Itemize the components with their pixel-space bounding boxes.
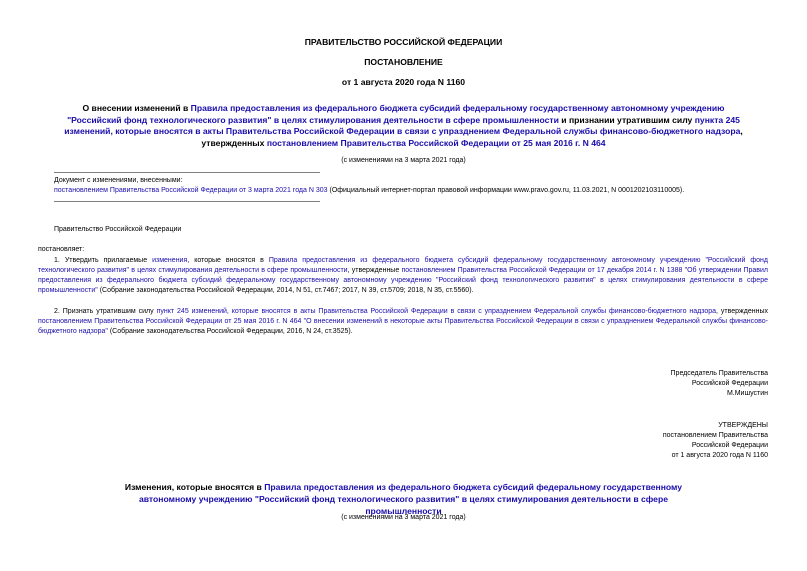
document-title (58, 103, 749, 149)
signature-name: М.Мишустин (726, 390, 768, 397)
item2-link-decree464[interactable]: постановлением Правительства Российской Федерации от 25 мая 2016 г. N 464 "О внесении изменений в некоторые акты Правительства Российской Федерации в связи с упразднением Федеральной службы финансово-бюджетного надзора" (38, 318, 768, 335)
item2-text-3: (Собрание законодательства Российской Федерации, 2016, N 24, ст.3525). (107, 328, 353, 335)
divider-bottom (54, 201, 320, 202)
approval-line-3: Российской Федерации (691, 442, 768, 449)
item1-text-3: , утвержденные (347, 267, 402, 274)
divider-top (54, 172, 320, 173)
item2-text-2: , утвержденных (716, 308, 768, 315)
section-link-rules[interactable]: Правила предоставления из федерального бюджета субсидий федеральному государственному автономному учреждению "Российский фонд технологического развития" в целях стимулирования деятельности в сфере промышленности (138, 482, 683, 516)
approval-title: УТВЕРЖДЕНЫ (718, 422, 768, 429)
changes-source: (Официальный интернет-портал правовой информации www.pravo.gov.ru, 11.03.2021, N 0001202103110005). (327, 187, 685, 194)
title-text-2: и признании утратившим силу (558, 114, 695, 125)
approval-line-4: от 1 августа 2020 года N 1160 (671, 452, 768, 459)
item1-text-2: , которые вносятся в (187, 257, 269, 264)
approval-block (560, 421, 768, 461)
changes-info (54, 186, 764, 196)
item1-text-4: (Собрание законодательства Российской Федерации, 2014, N 51, ст.7467; 2017, N 39, ст.5709; 2018, N 35, ст.5560). (97, 287, 474, 294)
item2-link-item245[interactable]: пункт 245 изменений, которые вносятся в акты Правительства Российской Федерации в связи с упразднением Федеральной службы финансово-бюджетного надзора (156, 308, 717, 315)
signature-position: Председатель Правительства (670, 370, 768, 377)
signature-org: Российской Федерации (691, 380, 768, 387)
section-heading (120, 481, 687, 517)
approval-line-2: постановлением Правительства (662, 432, 768, 439)
item1-link-decree1388[interactable]: постановлением Правительства Российской Федерации от 17 декабря 2014 г. N 1388 "Об утверждении Правил предоставления из федерального бюджета субсидий федеральному государственному автономному учреждению "Российский фонд технологического развития" в целях стимулирования деятельности в сфере промышленности" (38, 267, 768, 294)
document-type: ПОСТАНОВЛЕНИЕ (364, 57, 443, 67)
title-link-decree464[interactable]: постановлением Правительства Российской Федерации от 25 мая 2016 г. N 464 (266, 137, 606, 148)
title-text-1: О внесении изменений в (82, 103, 191, 113)
actor: Правительство Российской Федерации (54, 226, 182, 233)
signature-block (560, 369, 768, 399)
changes-link-decree303[interactable]: постановлением Правительства Российской Федерации от 3 марта 2021 года N 303 (54, 187, 328, 194)
decides: постановляет: (38, 246, 85, 253)
item1-link-rules[interactable]: Правила предоставления из федерального бюджета субсидий федеральному государственному автономному учреждению "Российский фонд технологического развития" в целях стимулирования деятельности в сфере промышленности (38, 257, 768, 274)
item1-link-changes[interactable]: изменения (152, 257, 188, 264)
section-amendment-note: (с изменениями на 3 марта 2021 года) (341, 514, 466, 521)
item2-text-1: 2. Признать утратившим силу (54, 308, 157, 315)
government-heading: ПРАВИТЕЛЬСТВО РОССИЙСКОЙ ФЕДЕРАЦИИ (304, 37, 503, 47)
section-text: Изменения, которые вносятся в (124, 482, 265, 492)
item1-text-1: 1. Утвердить прилагаемые (54, 257, 153, 264)
title-text-3: , утвержденных (201, 126, 743, 148)
item-1 (38, 256, 768, 296)
title-link-item245[interactable]: пункта 245 изменений, которые вносятся в акты Правительства Российской Федерации в связи с упразднением Федеральной службы финансово-бюджетного надзора (64, 114, 741, 136)
amendment-note: (с изменениями на 3 марта 2021 года) (341, 157, 466, 164)
changes-label: Документ с изменениями, внесенными: (54, 177, 183, 184)
title-link-rules[interactable]: Правила предоставления из федерального бюджета субсидий федеральному государственному автономному учреждению "Российский фонд технологического развития" в целях стимулирования деятельности в сфере промышленности (67, 103, 725, 125)
document-date-number: от 1 августа 2020 года N 1160 (341, 77, 466, 87)
item-2 (38, 307, 768, 337)
